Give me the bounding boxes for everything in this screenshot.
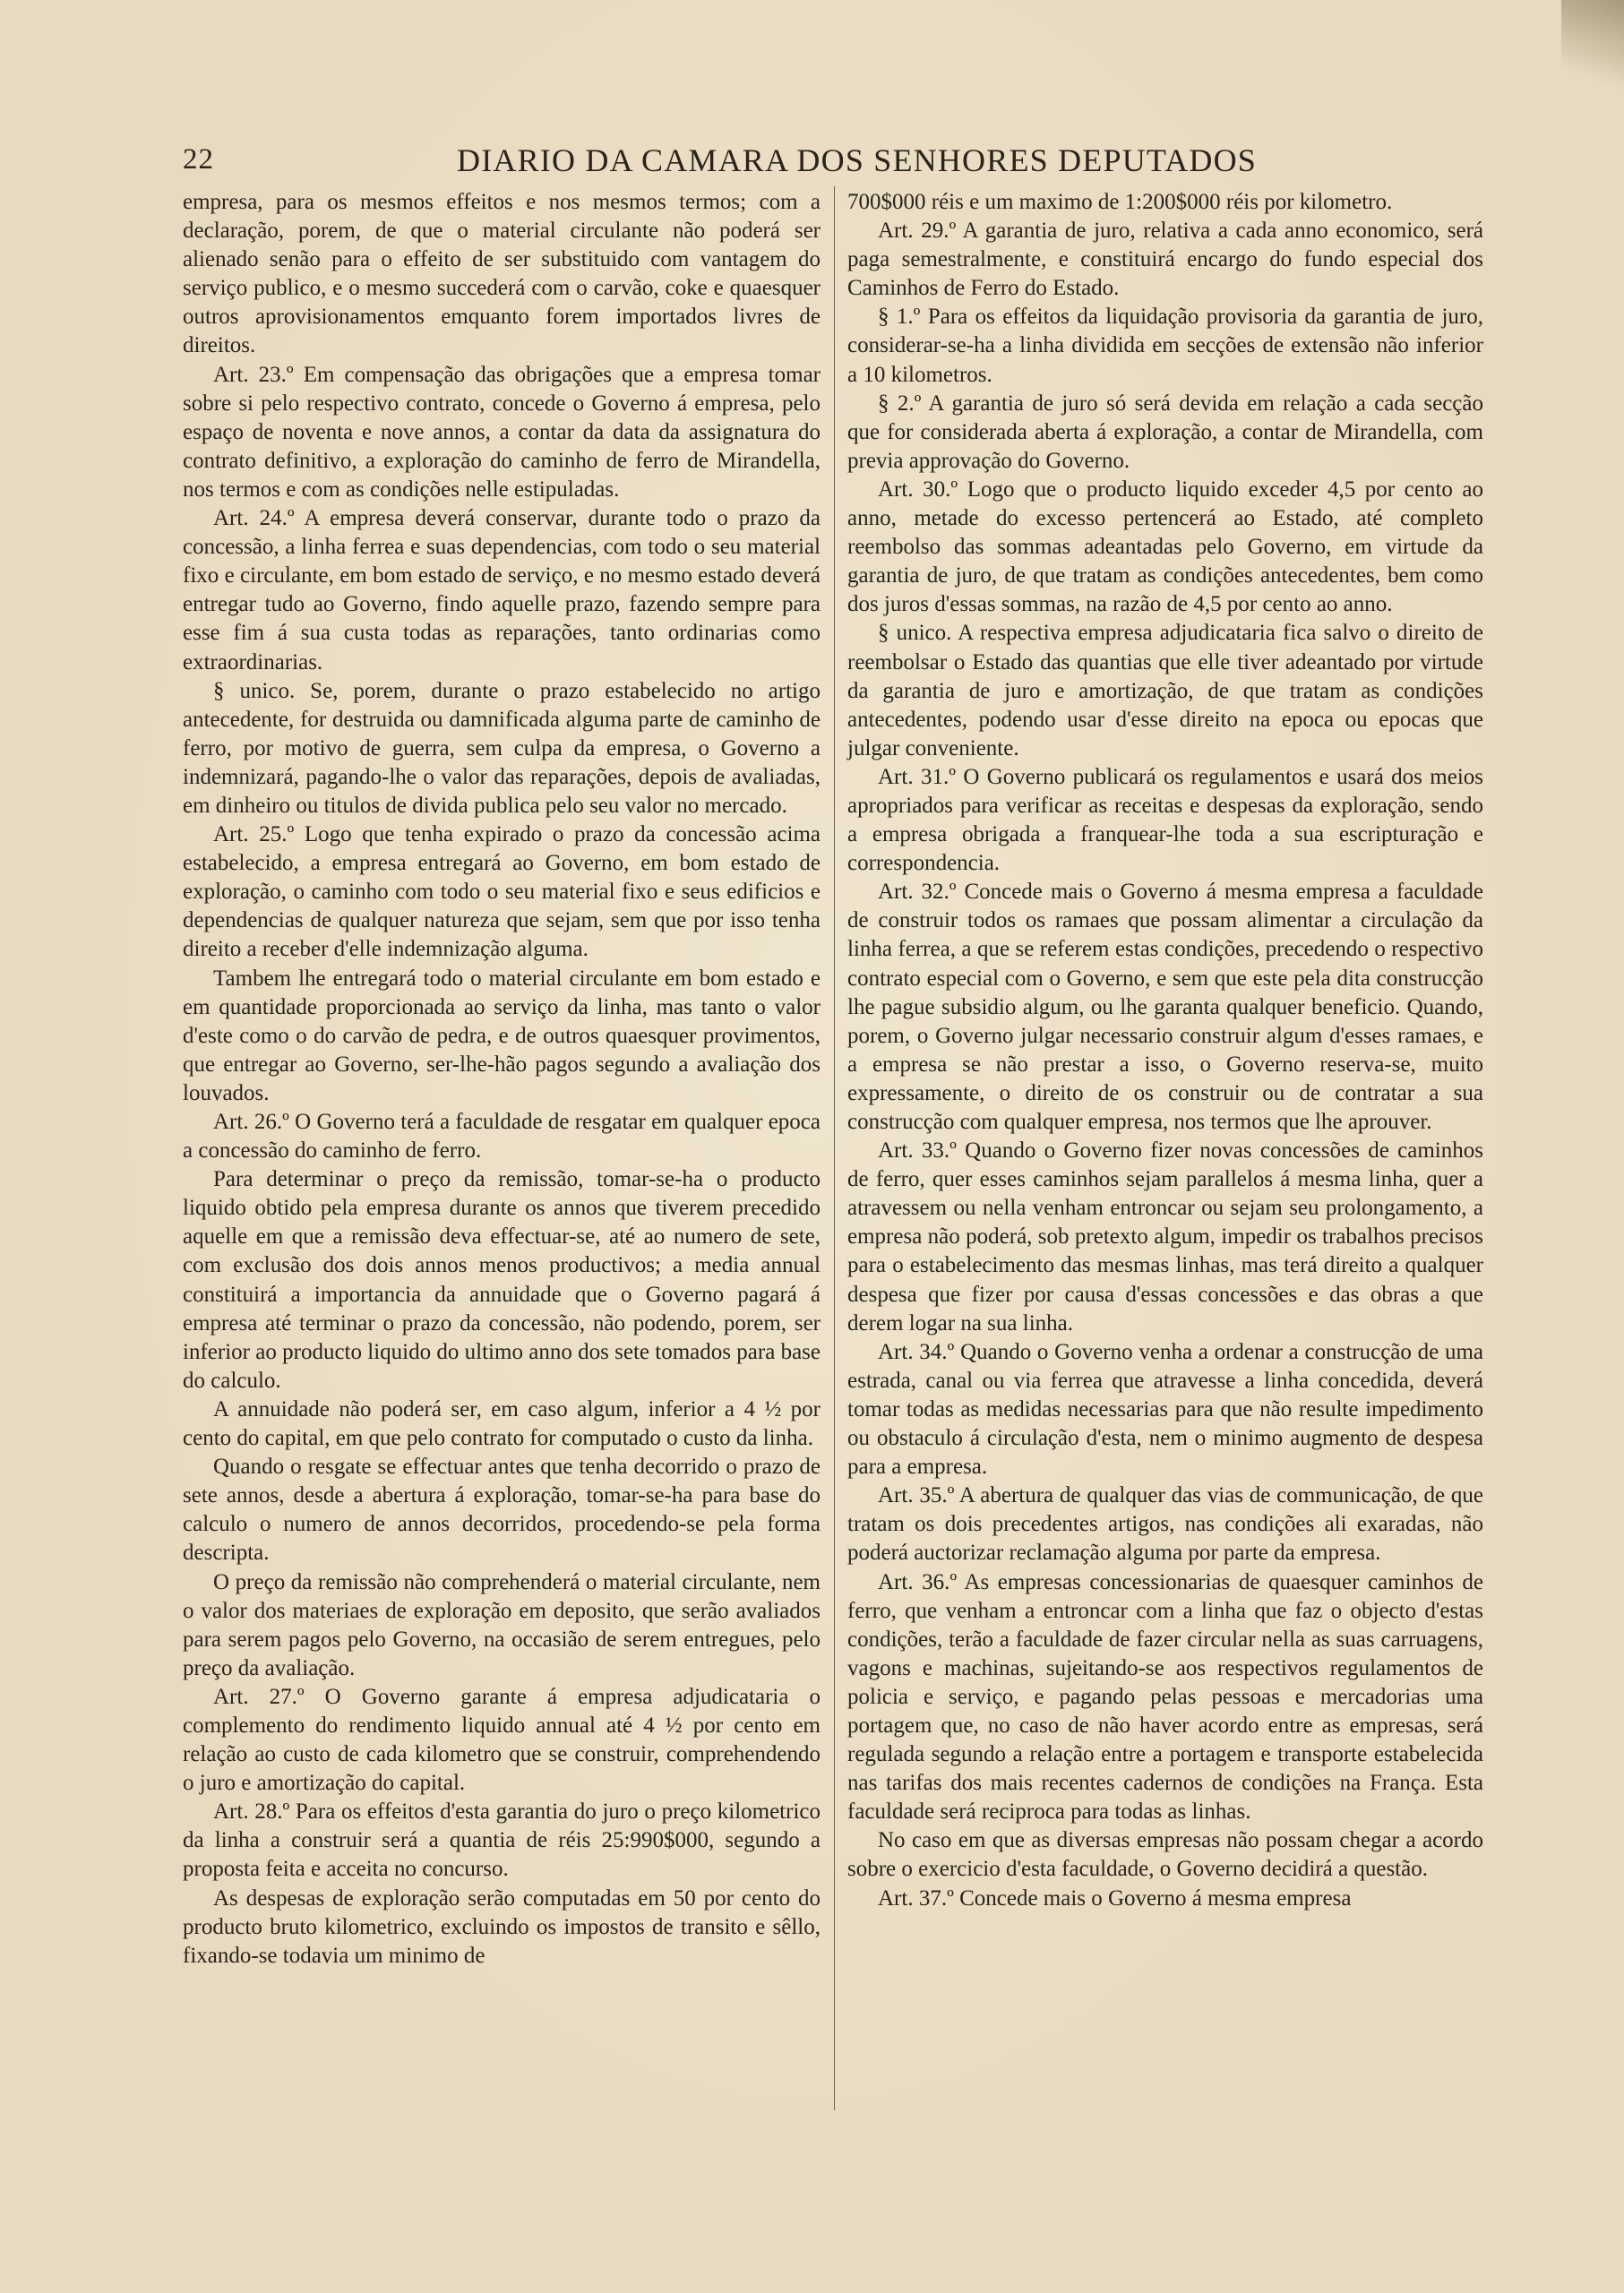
paragraph: Para determinar o preço da remissão, tomar-se-ha o producto liquido obtido pela empresa durante os annos que tiverem precedido aquelle em que a remissão deva effectuar-se, até ao numero de sete, com exclusão dos dois annos menos productivos; a media annual constituirá a importancia da annuidade que o Governo pagará á empresa até terminar o prazo da concessão, não podendo, porem, ser inferior ao producto liquido do ultimo anno dos sete tomados para base do calculo. — [183, 1167, 821, 1393]
paragraph: Quando o resgate se effectuar antes que tenha decorrido o prazo de sete annos, desde a abertura á exploração, tomar-se-ha para base do calculo o numero de annos decorridos, procedendo-se pela forma descripta. — [183, 1455, 821, 1566]
paragraph: empresa, para os mesmos effeitos e nos mesmos termos; com a declaração, porem, de que o material circulante não poderá ser alienado senão para o effeito de ser substituido com vantagem do serviço publico, e o mesmo succederá com o carvão, coke e quaesquer outros aprovisionamentos emquanto forem importados livres de direitos. — [183, 190, 821, 358]
paragraph: O preço da remissão não comprehenderá o material circulante, nem o valor dos materiaes de exploração em deposito, que serão avaliados para serem pagos pelo Governo, na occasião de serem entregues, pelo preço da avaliação. — [183, 1569, 821, 1680]
paragraph: § unico. A respectiva empresa adjudicataria fica salvo o direito de reembolsar o Estado das quantias que elle tiver adeantado por virtude da garantia de juro e amortização, de que tratam as condições antecedentes, podendo usar d'esse direito na epoca ou epocas que julgar conveniente. — [847, 621, 1483, 760]
paragraph: Art. 36.º As empresas concessionarias de quaesquer caminhos de ferro, que venham a entroncar com a linha que faz o objecto d'estas condições, terão a faculdade de fazer circular nella as suas carruagens, vagons e machinas, sujeitando-se aos respectivos regulamentos de policia e serviço, e pagando pelas pessoas e mercadorias uma portagem que, no caso de não haver acordo entre as empresas, será regulada segundo a relação entre a portagem e transporte estabelecida nas tarifas dos mais recentes cadernos de condições na França. Esta faculdade será reciproca para todas as linhas. — [847, 1569, 1483, 1825]
page-number: 22 — [183, 143, 214, 176]
paragraph: Art. 37.º Concede mais o Governo á mesma empresa — [878, 1885, 1352, 1911]
paragraph: Art. 31.º O Governo publicará os regulamentos e usará dos meios apropriados para verificar as receitas e despesas da exploração, sendo a empresa obrigada a franquear-lhe toda a sua escripturação e correspondencia. — [847, 764, 1483, 876]
paragraph: 700$000 réis e um maximo de 1:200$000 réis por kilometro. — [847, 190, 1393, 214]
paragraph: Art. 24.º A empresa deverá conservar, durante todo o prazo da concessão, a linha ferrea e suas dependencias, com todo o seu material fixo e circulante, em bom estado de serviço, e no mesmo estado deverá entregar tudo ao Governo, findo aquelle prazo, fazendo sempre para esse fim á sua custa todas as reparações, tanto ordinarias como extraordinarias. — [183, 506, 821, 674]
paragraph: Art. 25.º Logo que tenha expirado o prazo da concessão acima estabelecido, a empresa entregará ao Governo, em bom estado de exploração, o caminho com todo o seu material fixo e seus edificios e dependencias de qualquer natureza que sejam, sem que por isso tenha direito a receber d'elle indemnização alguma. — [183, 822, 821, 962]
paper-stain — [1561, 0, 1624, 99]
paragraph: No caso em que as diversas empresas não possam chegar a acordo sobre o exercicio d'esta faculdade, o Governo decidirá a questão. — [847, 1828, 1483, 1882]
paragraph: § unico. Se, porem, durante o prazo estabelecido no artigo antecedente, for destruida ou damnificada alguma parte de caminho de ferro, por motivo de guerra, sem culpa da empresa, o Governo a indemnizará, pagando-lhe o valor das reparações, depois de avaliadas, em dinheiro ou titulos de divida publica pelo seu valor no mercado. — [183, 678, 821, 818]
paragraph: § 1.º Para os effeitos da liquidação provisoria da garantia de juro, considerar-se-ha a linha dividida em secções de extensão não inferior a 10 kilometros. — [847, 305, 1483, 387]
paragraph: Art. 27.º O Governo garante á empresa adjudicataria o complemento do rendimento liquido annual até 4 ½ por cento em relação ao custo de cada kilometro que se construir, comprehendendo o juro e amortização do capital. — [183, 1684, 821, 1796]
column-divider — [834, 186, 835, 2110]
paragraph: Art. 30.º Logo que o producto liquido exceder 4,5 por cento ao anno, metade do excesso pertencerá ao Estado, até completo reembolso das sommas adeantadas pelo Governo, em virtude da garantia de juro, de que tratam as condições antecedentes, bem como dos juros d'essas sommas, na razão de 4,5 por cento ao anno. — [847, 477, 1483, 617]
paragraph: Art. 33.º Quando o Governo fizer novas concessões de caminhos de ferro, quer esses caminhos sejam parallelos á mesma linha, quer a atravessem ou nella venham entroncar ou sejam seu prolongamento, a empresa não poderá, sob pretexto algum, impedir os trabalhos precisos para o estabelecimento das mesmas linhas, mas terá direito a qualquer despesa que fizer por causa d'essas concessões e das obras a que derem logar na sua linha. — [847, 1138, 1483, 1335]
paragraph: Art. 34.º Quando o Governo venha a ordenar a construcção de uma estrada, canal ou via ferrea que atravesse a linha concedida, deverá tomar todas as medidas necessarias para que não resulte impedimento ou obstaculo á circulação d'esta, nem o minimo augmento de despesa para a empresa. — [847, 1339, 1483, 1480]
paragraph: Tambem lhe entregará todo o material circulante em bom estado e em quantidade proporcionada ao serviço da linha, mas tanto o valor d'este como o do carvão de pedra, e de outros quaesquer provimentos, que entregar ao Governo, ser-lhe-hão pagos segundo a avaliação dos louvados. — [183, 966, 821, 1105]
paragraph: Art. 35.º A abertura de qualquer das vias de communicação, de que tratam os dois precedentes artigos, nas condições ali exaradas, não poderá auctorizar reclamação alguma por parte da empresa. — [847, 1483, 1483, 1566]
paragraph: § 2.º A garantia de juro só será devida em relação a cada secção que for considerada aberta á exploração, a contar de Mirandella, com previa approvação do Governo. — [847, 391, 1483, 473]
paragraph: As despesas de exploração serão computadas em 50 por cento do producto bruto kilometrico, excluindo os impostos de transito e sêllo, fixando-se todavia um minimo de — [183, 1885, 821, 1968]
paragraph: Art. 23.º Em compensação das obrigações que a empresa tomar sobre si pelo respectivo contrato, concede o Governo á empresa, pelo espaço de noventa e nove annos, a contar da data da assignatura do contrato definitivo, a exploração do caminho de ferro de Mirandella, nos termos e com as condições nelle estipuladas. — [183, 362, 821, 502]
running-head: DIARIO DA CAMARA DOS SENHORES DEPUTADOS — [457, 142, 1258, 178]
left-column — [183, 188, 821, 1971]
paragraph: Art. 32.º Concede mais o Governo á mesma empresa a faculdade de construir todos os ramaes que possam alimentar a circulação da linha ferrea, a que se referem estas condições, precedendo o respectivo contrato especial com o Governo, e sem que este pela dita construcção lhe pague subsidio algum, ou lhe garanta qualquer beneficio. Quando, porem, o Governo julgar necessario construir algum d'esses ramaes, e a empresa se não prestar a isso, o Governo reserva-se, muito expressamente, o direito de os construir ou de contratar a sua construcção com qualquer empresa, nos termos que lhe aprouver. — [847, 880, 1483, 1134]
paragraph: Art. 29.º A garantia de juro, relativa a cada anno economico, será paga semestralmente, e constituirá encargo do fundo especial dos Caminhos de Ferro do Estado. — [847, 219, 1483, 301]
paragraph: A annuidade não poderá ser, em caso algum, inferior a 4 ½ por cento do capital, em que pelo contrato for computado o custo da linha. — [183, 1396, 821, 1451]
right-column — [847, 188, 1483, 1913]
paragraph: Art. 26.º O Governo terá a faculdade de resgatar em qualquer epoca a concessão do caminho de ferro. — [183, 1110, 821, 1164]
paragraph: Art. 28.º Para os effeitos d'esta garantia do juro o preço kilometrico da linha a construir será a quantia de réis 25:990$000, segundo a proposta feita e acceita no concurso. — [183, 1799, 821, 1882]
